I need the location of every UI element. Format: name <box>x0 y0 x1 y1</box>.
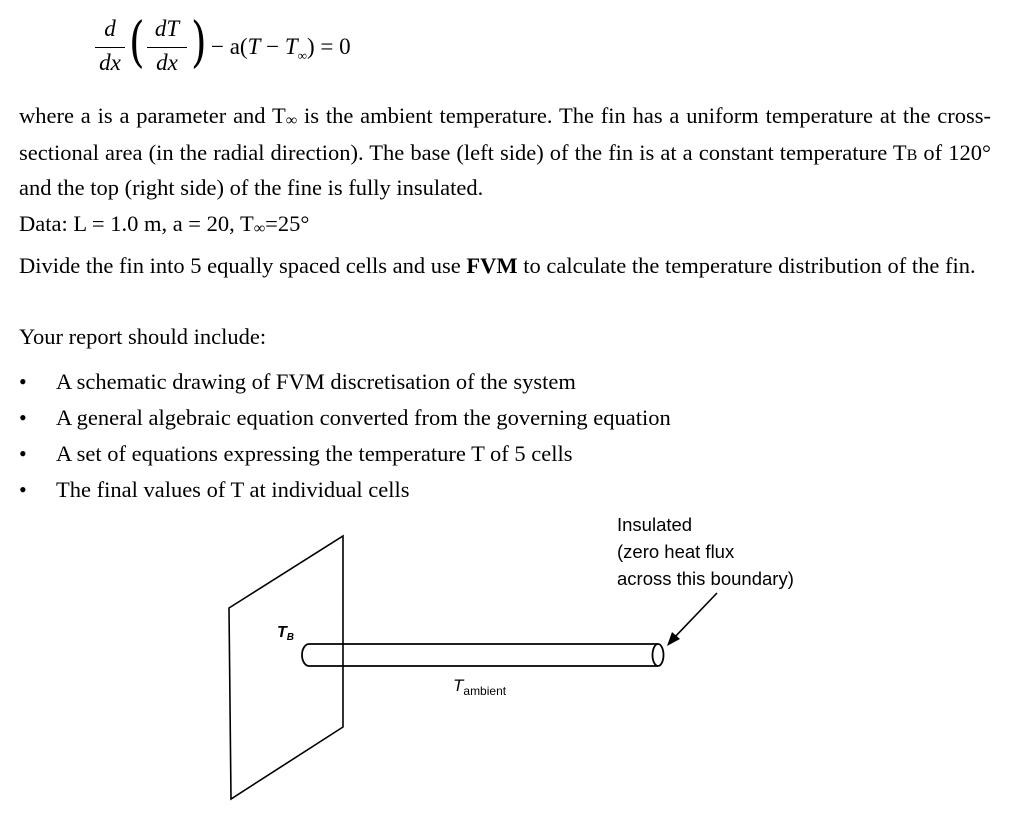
bullet-icon: • <box>19 477 27 502</box>
right-paren: ) <box>191 11 207 75</box>
d-numerator: d <box>104 16 116 41</box>
insulated-label: Insulated (zero heat flux across this boundary) <box>617 514 794 589</box>
left-paren: ( <box>129 11 145 75</box>
t-ambient-label: $T_{ambient}$ <box>453 676 507 698</box>
bullet-icon: • <box>19 369 27 394</box>
bullet-icon: • <box>19 441 27 466</box>
list-item: • A schematic drawing of FVM discretisation of the system <box>19 364 671 400</box>
dx-denominator-2: dx <box>156 50 178 75</box>
description-paragraph: where a is a parameter and T∞ is the ambient temperature. The fin has a uniform temperature at the cross-sectional area (in the radial direction). The base (left side) of the fin is at a constant temperature TB of 120° and the top (right side) of the fine is fully insulated. <box>19 103 991 200</box>
list-item: • A set of equations expressing the temperature T of 5 cells <box>19 436 671 472</box>
dx-denominator: dx <box>99 50 121 75</box>
base-wall <box>229 536 343 799</box>
fin-tip <box>653 644 664 666</box>
dT-numerator: dT <box>154 16 180 41</box>
fin-rod <box>302 644 658 666</box>
insulated-arrow-line <box>672 593 717 640</box>
report-intro: Your report should include: <box>19 324 267 349</box>
list-item: • The final values of T at individual cells <box>19 472 671 508</box>
equation-remainder: − $a(T - T_\infty) = 0$ <box>211 34 351 63</box>
list-item: • A general algebraic equation converted from the governing equation <box>19 400 671 436</box>
tb-label: TB <box>277 624 295 643</box>
bullet-icon: • <box>19 405 27 430</box>
data-line: Data: L = 1.0 m, a = 20, T∞=25° <box>19 211 310 237</box>
task-paragraph: Divide the fin into 5 equally spaced cells and use FVM to calculate the temperature distribution of the fin. <box>19 253 976 278</box>
